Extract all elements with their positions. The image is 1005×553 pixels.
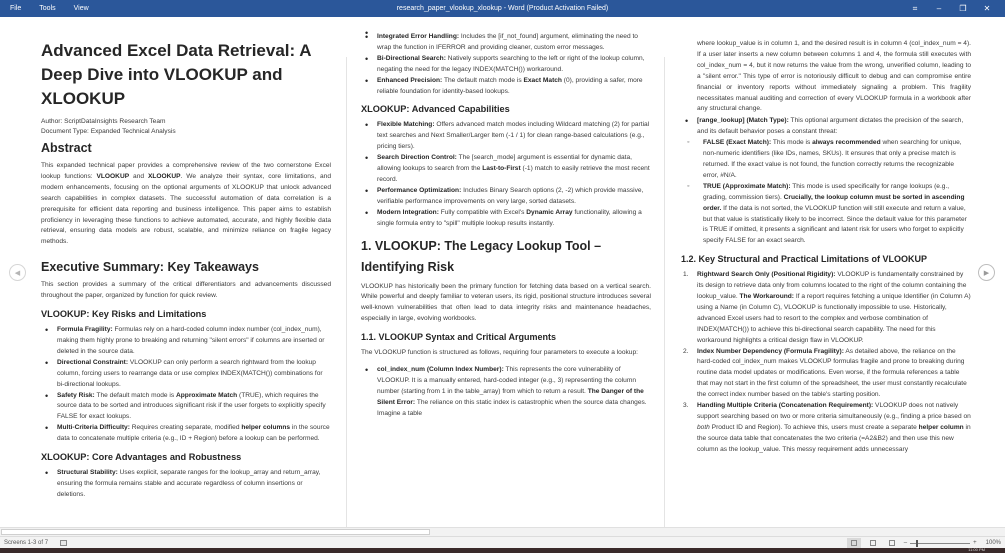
column-divider (664, 57, 665, 527)
section-1-1-heading: 1.1. VLOOKUP Syntax and Critical Arguments (361, 332, 557, 343)
list-item: • Performance Optimization: Includes Binary Search options (2, -2) which provide massive, verifiable performance improvements on very large, sorted datasets. (361, 186, 651, 208)
screen-column-3 (681, 39, 971, 460)
horizontal-scrollbar[interactable] (0, 527, 1005, 536)
sub-list-item: ◦ TRUE (Approximate Match): This mode is used specifically for range lookups (e.g., grading, commission tiers). Crucially, the lookup column must be sorted in ascending order. If the data is not sorted, the VLOOKUP function will still execute and return a value, but that value is statistically likely to be incorrect. Since the default value for this parameter is TRUE if omitted, it presents a significant and latent risk for users who forget to explicitly specify FALSE for an exact search. (681, 182, 971, 247)
next-screen-button[interactable] (978, 264, 995, 281)
xlookup-capabilities-heading: XLOOKUP: Advanced Capabilities (361, 104, 510, 115)
list-item: • Multi-Criteria Difficulty: Requires creating separate, modified helper columns in the source data to concatenate multiple criteria (e.g., ID + Region) before a lookup can be performed. (41, 423, 331, 445)
menu-view[interactable]: View (73, 5, 89, 12)
list-item: • Structural Stability: Uses explicit, separate ranges for the lookup_array and return_array, ensuring the formula remains stable and accurate regardless of column insertions or deletions. (41, 468, 331, 501)
document-title: Advanced Excel Data Retrieval: A Deep Dive into VLOOKUP and XLOOKUP (41, 41, 311, 108)
arguments-list (361, 365, 651, 420)
read-mode-button[interactable] (847, 538, 861, 548)
taskbar-clock: 11:00 PM (968, 547, 985, 552)
zoom-control (904, 540, 1001, 546)
xlookup-capabilities-list (361, 120, 651, 229)
exec-summary-heading: Executive Summary: Key Takeaways (41, 260, 259, 275)
list-item: • Search Direction Control: The [search_mode] argument is essential for dynamic data, allowing lookups to search from the Last-to-First (-1) match to easily retrieve the most recent record. (361, 153, 651, 186)
list-item: • Flexible Matching: Offers advanced match modes including Wildcard matching (2) for partial text searches and Next Smaller/Larger Item (-1 / 1) for clean range-based calculations (e.g., pricing tiers). (361, 120, 651, 153)
section-1-1-paragraph: The VLOOKUP function is structured as follows, requiring four parameters to execute a lookup: (361, 349, 638, 357)
arrow-right-icon: ▶ (983, 269, 990, 277)
match-type-sublist (681, 138, 971, 247)
limitations-list (681, 270, 971, 455)
menu-tools[interactable]: Tools (39, 5, 56, 12)
read-mode-icon (851, 540, 857, 546)
doc-type-line: Document Type: Expanded Technical Analysis (41, 128, 176, 135)
list-item: • Modern Integration: Fully compatible with Excel's Dynamic Array functionality, allowing a single formula entry to "spill" multiple lookup results instantly. (361, 208, 651, 230)
restore-icon[interactable]: ❐ (959, 4, 967, 13)
abstract-heading: Abstract (41, 141, 92, 155)
screen-column-2 (361, 33, 651, 424)
list-item: 3. Handling Multiple Criteria (Concatenation Requirement): VLOOKUP does not natively support searching based on two or more criteria simultaneously (e.g., finding a price based on both Product ID and Region). To achieve this, users must create a separate helper column in the source data table that concatenates the two criteria (=A2&B2) and then use this new column as the lookup_value. This messy requirement adds unnecessary (683, 402, 971, 453)
menu-file[interactable]: File (10, 5, 22, 12)
col-index-continued: where lookup_value is in column 1, and the desired result is in column 4 (col_index_num = 4). If a user later inserts a new column between columns 1 and 4, the formula still executes with col_index_num = 4, but it now returns the value from the wrong, unverified column, leading to a "silent error." This type of error is notoriously difficult to debug and can compromise entire financial or inventory reports without immediately signaling a problem. This fragility necessitates manual auditing and correction of every VLOOKUP formula in a workbook after any structural change. (697, 40, 971, 113)
menu-bar (0, 0, 94, 17)
xlookup-advantages-list-2 (361, 32, 651, 97)
zoom-level[interactable]: 100% (985, 540, 1001, 546)
zoom-in-button[interactable]: + (973, 540, 977, 546)
list-item: • Bi-Directional Search: Natively supports searching to the left or right of the lookup column, negating the need for the legacy INDEX(MATCH()) workaround. (361, 54, 651, 76)
focus-mode-icon[interactable]: ⌗ (912, 3, 918, 13)
screen-column-1 (41, 39, 331, 505)
accessibility-icon[interactable] (60, 540, 67, 546)
zoom-slider-knob[interactable] (916, 540, 918, 547)
window-title: research_paper_vlookup_xlookup - Word (Product Activation Failed) (396, 5, 609, 12)
minimize-icon[interactable]: – (936, 4, 942, 13)
scrollbar-thumb[interactable] (1, 529, 430, 535)
section-1-paragraph: VLOOKUP has historically been the primary function for fetching data based on a vertical search. While powerful and deeply familiar to veteran users, its rigid, positional structure introduces several well-known vulnerabilities that often lead to data integrity risks and maintenance headaches, especially in large, evolving workbooks. (361, 282, 651, 323)
list-item: • col_index_num (Column Index Number): This represents the core vulnerability of VLOOKUP. It is a manually entered, hard-coded integer (e.g., 3) representing the column number (starting from 1 in the table_array) from which to return a result. The Danger of the Silent Error: The reliance on this static index is catastrophic when the source data changes. Imagine a table (361, 365, 651, 420)
taskbar (0, 548, 1005, 553)
abstract-paragraph: This expanded technical paper provides a comprehensive review of the two cornerstone Excel lookup functions: VLOOKUP and XLOOKUP. We analyze their syntax, core limitations, and modern enhancements, focusing on the optional arguments of XLOOKUP that unlock advanced search capabilities in complex datasets. The successful automation of data correlation is a prerequisite for efficient data reporting and business intelligence. This paper aims to establish proficiency in leveraging these functions to achieve automated, accurate, and highly flexible data retrieval, ensuring data models are robust, scalable, and minimize reliance on fragile legacy methods. (41, 162, 331, 246)
title-bar (0, 0, 1005, 17)
list-item: 1. Rightward Search Only (Positional Rigidity): VLOOKUP is fundamentally constrained by its design to retrieve data only from columns located to the right of the column containing the lookup_value. The Workaround: If a report requires fetching a unique Identifier (in Column A) using a Name (in Column C), VLOOKUP is functionally impossible to use. Historically, advanced Excel users had to resort to the complex and verbose combination of INDEX(MATCH()) to achieve this bi-directional search capability. The need for this workaround highlights a critical design flaw in VLOOKUP. (683, 271, 971, 344)
list-item: 2. Index Number Dependency (Formula Fragility): As detailed above, the reliance on the hard-coded col_index_num makes VLOOKUP formulas fragile and prone to breaking during routine data model updates or modifications. Even worse, if the formula references a table that may not start in the first column of the spreadsheet, the user must constantly recalculate the correct index number based on the table's starting position. (683, 347, 967, 399)
web-layout-icon (889, 540, 895, 546)
exec-summary-intro: This section provides a summary of the critical differentiators and advancements discussed throughout the paper, organized by function for quick review. (41, 281, 331, 300)
previous-screen-button[interactable] (9, 264, 26, 281)
list-item: • [range_lookup] (Match Type): This optional argument dictates the precision of the search, and its default behavior poses a constant threat: ◦ FALSE (Exact Match): This mode is always recommended when searching for unique, non-numeric identifiers (like IDs, names, SKUs). It ensures that only a precise match is returned. If the exact value is not found, the function correctly returns the recognizable error, #N/A. ◦ TRUE (Approximate Match): This mode is used specifically for range lookups (e.g., grading, commission tiers). Crucially, the lookup column must be sorted in ascending order. If the data is not sorted, the VLOOKUP function will still execute and return a value, but that value is statistically likely to be incorrect. Since the default value for this parameter is TRUE if omitted, it presents a significant and latent risk for users who forget to explicitly specify FALSE for an exact search. (681, 116, 971, 247)
print-layout-button[interactable] (866, 538, 880, 548)
list-item: • Directional Constraint: VLOOKUP can only perform a search rightward from the lookup column, forcing users to rearrange data or use complex INDEX(MATCH()) combinations for bi-directional lookups. (41, 358, 331, 391)
window-controls (903, 0, 999, 17)
author-line: Author: ScriptDataInsights Research Team (41, 118, 166, 125)
column-divider (346, 57, 347, 527)
zoom-slider[interactable] (910, 543, 970, 544)
web-layout-button[interactable] (885, 538, 899, 548)
print-layout-icon (870, 540, 876, 546)
sub-list-item: ◦ FALSE (Exact Match): This mode is always recommended when searching for unique, non-numeric identifiers (like IDs, names, SKUs). It ensures that only a precise match is returned. If the exact value is not found, the function correctly returns the recognizable error, #N/A. (681, 138, 971, 182)
list-item: • Safety Risk: The default match mode is Approximate Match (TRUE), which requires the source data to be sorted and introduces significant risk if the user forgets to explicitly specify FALSE for exact lookups. (41, 391, 331, 424)
xlookup-advantages-heading: XLOOKUP: Core Advantages and Robustness (41, 452, 242, 463)
arrow-left-icon: ◀ (14, 269, 21, 277)
list-item: • Formula Fragility: Formulas rely on a hard-coded column index number (col_index_num), making them highly prone to breaking and returning "silent errors" if columns are inserted or deleted in the source data. (41, 325, 331, 358)
screen-count: Screens 1-3 of 7 (4, 540, 49, 546)
xlookup-advantages-list (41, 468, 331, 501)
section-1-2-heading: 1.2. Key Structural and Practical Limitations of VLOOKUP (681, 254, 928, 265)
arguments-list-cont (681, 116, 971, 247)
close-icon[interactable]: ✕ (983, 4, 991, 13)
vlookup-risks-list (41, 325, 331, 445)
list-item: • Integrated Error Handling: Includes the [if_not_found] argument, eliminating the need to wrap the function in IFERROR and providing cleaner, custom error messages. (361, 32, 651, 54)
zoom-out-button[interactable]: – (903, 540, 908, 546)
status-bar (0, 536, 1005, 548)
section-1-heading: 1. VLOOKUP: The Legacy Lookup Tool – Identifying Risk (361, 238, 602, 274)
vlookup-risks-heading: VLOOKUP: Key Risks and Limitations (41, 309, 207, 320)
list-item: • Enhanced Precision: The default match mode is Exact Match (0), providing a safer, more reliable foundation for identity-based lookups. (361, 76, 651, 98)
document-area[interactable] (0, 17, 1005, 527)
